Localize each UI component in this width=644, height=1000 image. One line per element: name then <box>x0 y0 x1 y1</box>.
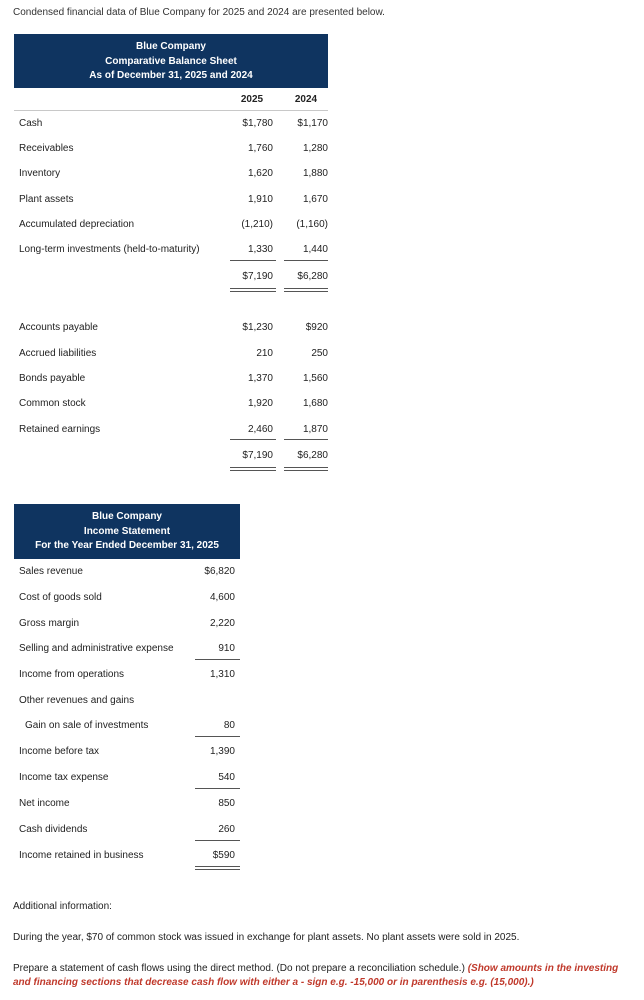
row-label: Bonds payable <box>19 373 86 384</box>
total-double-rule <box>284 288 328 292</box>
value-2024: $6,280 <box>297 271 328 282</box>
row-label: Income before tax <box>19 746 100 757</box>
subtotal-rule <box>284 439 328 440</box>
balance-sheet-header <box>14 34 328 88</box>
table-row <box>14 563 240 581</box>
table-row <box>14 421 328 439</box>
row-label: Retained earnings <box>19 424 101 435</box>
subtotal-rule <box>195 659 240 660</box>
row-label: Long-term investments (held-to-maturity) <box>19 244 200 255</box>
subtotal-rule <box>195 788 240 789</box>
value-2025: 210 <box>256 348 273 359</box>
row-label: Plant assets <box>19 194 74 205</box>
value-2025: 1,920 <box>247 398 273 409</box>
table-row <box>14 821 240 839</box>
value-2025: $1,230 <box>242 322 273 333</box>
row-label: Accumulated depreciation <box>19 219 135 230</box>
table-row <box>14 847 240 865</box>
statement-period: For the Year Ended December 31, 2025 <box>35 540 219 551</box>
table-row <box>14 165 328 183</box>
row-value: 80 <box>223 720 235 731</box>
table-row <box>14 717 240 735</box>
row-label: Receivables <box>19 143 74 154</box>
table-row <box>14 447 328 465</box>
row-value: 2,220 <box>209 618 235 629</box>
value-2024: $6,280 <box>297 450 328 461</box>
value-2025: 1,760 <box>247 143 273 154</box>
row-label: Sales revenue <box>19 566 83 577</box>
table-row <box>14 589 240 607</box>
row-label: Cash dividends <box>19 824 88 835</box>
value-2024: 1,670 <box>302 194 328 205</box>
statement-title: Income Statement <box>83 525 171 537</box>
value-2024: $920 <box>305 322 328 333</box>
row-label: Gross margin <box>19 618 80 629</box>
row-label: Accrued liabilities <box>19 348 97 359</box>
value-2024: 1,880 <box>302 168 328 179</box>
value-2024: 250 <box>311 348 328 359</box>
total-double-rule <box>195 866 240 870</box>
table-row <box>14 395 328 413</box>
value-2024: $1,170 <box>297 118 328 129</box>
row-label: Accounts payable <box>19 322 98 333</box>
value-2024: 1,280 <box>302 143 328 154</box>
value-2025: 1,370 <box>247 373 273 384</box>
table-row <box>14 345 328 363</box>
value-2025: $7,190 <box>242 450 273 461</box>
income-statement-body <box>14 559 240 879</box>
table-row <box>14 743 240 761</box>
statement-date: As of December 31, 2025 and 2024 <box>89 70 253 81</box>
instructions-note: (Show amounts in the investing and financing sections that decrease cash flow with either a - sign e.g. -15,000 or in parenthesis e.g. (15,000).) <box>13 963 619 988</box>
total-double-rule <box>230 467 276 471</box>
table-row <box>14 115 328 133</box>
row-value: $590 <box>212 850 235 861</box>
balance-sheet-body <box>14 111 328 491</box>
row-label: Other revenues and gains <box>19 695 135 706</box>
value-2025: 1,330 <box>247 244 273 255</box>
table-row <box>14 370 328 388</box>
value-2024: 1,560 <box>302 373 328 384</box>
value-2025: (1,210) <box>241 219 273 230</box>
instructions-text: Prepare a statement of cash flows using the direct method. (Do not prepare a reconciliation schedule.) <box>13 963 468 974</box>
row-value: 1,390 <box>209 746 235 757</box>
total-double-rule <box>284 467 328 471</box>
value-2024: 1,680 <box>302 398 328 409</box>
table-row <box>14 241 328 259</box>
row-label: Income retained in business <box>19 850 144 861</box>
row-value: 910 <box>218 643 235 654</box>
row-value: 1,310 <box>209 669 235 680</box>
subtotal-rule <box>230 439 276 440</box>
table-row <box>14 140 328 158</box>
balance-sheet <box>14 34 328 491</box>
value-2025: 1,910 <box>247 194 273 205</box>
column-header-2025: 2025 <box>240 94 264 105</box>
column-headers <box>14 88 328 111</box>
table-row <box>14 268 328 286</box>
row-value: 4,600 <box>209 592 235 603</box>
row-label: Income from operations <box>19 669 125 680</box>
additional-info-text: During the year, $70 of common stock was issued in exchange for plant assets. No plant assets were sold in 2025. <box>13 932 520 943</box>
column-header-2024: 2024 <box>294 94 318 105</box>
intro-text: Condensed financial data of Blue Company for 2025 and 2024 are presented below. <box>13 7 385 18</box>
value-2024: 1,870 <box>302 424 328 435</box>
table-row <box>14 769 240 787</box>
table-row <box>14 216 328 234</box>
row-label: Income tax expense <box>19 772 109 783</box>
additional-info-label: Additional information: <box>13 901 112 912</box>
value-2024: (1,160) <box>296 219 328 230</box>
row-label: Selling and administrative expense <box>19 643 174 654</box>
subtotal-rule <box>284 260 328 261</box>
subtotal-rule <box>195 736 240 737</box>
row-label: Net income <box>19 798 70 809</box>
row-label: Common stock <box>19 398 86 409</box>
table-row <box>14 666 240 684</box>
row-value: 260 <box>218 824 235 835</box>
table-row <box>14 615 240 633</box>
subtotal-rule <box>230 260 276 261</box>
row-label: Inventory <box>19 168 61 179</box>
row-label: Cost of goods sold <box>19 592 102 603</box>
value-2025: $7,190 <box>242 271 273 282</box>
statement-title: Comparative Balance Sheet <box>105 55 237 67</box>
value-2024: 1,440 <box>302 244 328 255</box>
instructions <box>13 962 628 990</box>
table-row <box>14 319 328 337</box>
income-statement <box>14 504 240 879</box>
row-value: $6,820 <box>204 566 235 577</box>
table-row <box>14 795 240 813</box>
table-row <box>14 640 240 658</box>
row-label: Gain on sale of investments <box>25 720 149 731</box>
table-row <box>14 191 328 209</box>
value-2025: $1,780 <box>242 118 273 129</box>
value-2025: 2,460 <box>247 424 273 435</box>
subtotal-rule <box>195 840 240 841</box>
table-row <box>14 692 240 710</box>
value-2025: 1,620 <box>247 168 273 179</box>
company-name: Blue Company <box>91 511 162 522</box>
total-double-rule <box>230 288 276 292</box>
row-value: 850 <box>218 798 235 809</box>
row-label: Cash <box>19 118 43 129</box>
company-name: Blue Company <box>135 41 206 52</box>
income-statement-header <box>14 504 240 559</box>
row-value: 540 <box>218 772 235 783</box>
